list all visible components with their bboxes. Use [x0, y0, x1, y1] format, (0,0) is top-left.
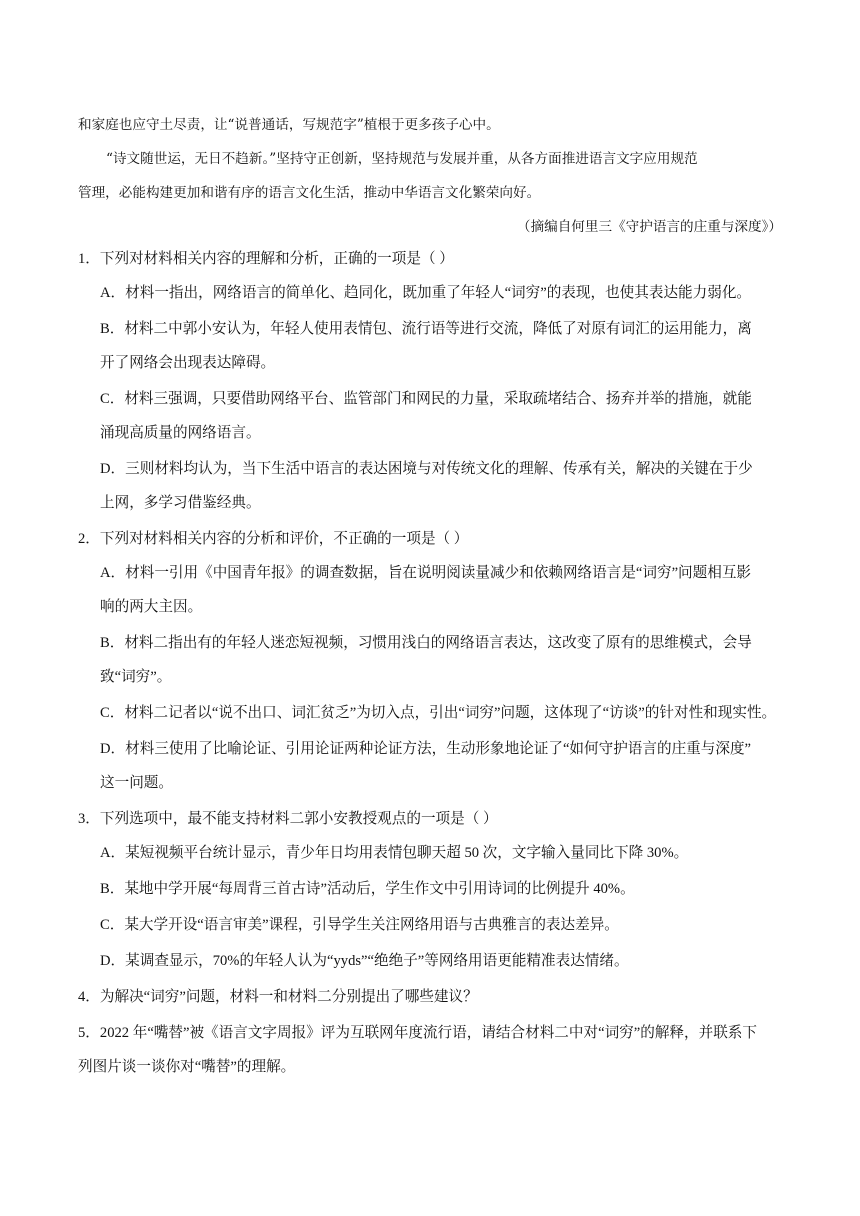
- passage-source: （摘编自何里三《守护语言的庄重与深度》）: [516, 219, 782, 235]
- option-text-continued: 上网，多学习借鉴经典。: [100, 495, 261, 511]
- option-text: C．某大学开设“语言审美”课程，引导学生关注网络用语与古典雅言的表达差异。: [100, 917, 619, 933]
- option-text: A．某短视频平台统计显示，青少年日均用表情包聊天超 50 次，文字输入量同比下降 30%。: [100, 845, 689, 861]
- option-text-continued: 涌现高质量的网络语言。: [100, 425, 261, 441]
- option-b: [78, 312, 788, 380]
- option-text: D．三则材料均认为，当下生活中语言的表达困境与对传统文化的理解、传承有关，解决的关键在于少: [100, 461, 753, 477]
- option-text-continued: 这一问题。: [100, 775, 173, 791]
- option-c: [78, 382, 788, 450]
- question-5: [78, 1016, 788, 1084]
- option-text-continued: 致“词穷”。: [100, 669, 172, 685]
- option-text: B．材料二中郭小安认为，年轻人使用表情包、流行语等进行交流，降低了对原有词汇的运用能力，离: [100, 321, 752, 337]
- option-a: [78, 276, 788, 310]
- option-a: [78, 836, 788, 870]
- option-text-continued: 开了网络会出现表达障碍。: [100, 355, 276, 371]
- question-stem: 2．下列对材料相关内容的分析和评价，不正确的一项是（ ）: [78, 531, 469, 547]
- passage-text: [78, 108, 782, 244]
- option-text: D．材料三使用了比喻论证、引用论证两种论证方法，生动形象地论证了“如何守护语言的庄重与深度”: [100, 741, 752, 757]
- passage-line: 管理，必能构建更加和谐有序的语言文化生活，推动中华语言文化繁荣向好。: [78, 185, 541, 201]
- question-2: [78, 522, 788, 800]
- question-stem-continued: 列图片谈一谈你对“嘴替”的理解。: [78, 1059, 296, 1075]
- option-text: D．某调查显示，70%的年轻人认为“yyds”“绝绝子”等网络用语更能精准表达情绪。: [100, 953, 629, 969]
- option-c: [78, 696, 788, 730]
- question-1: [78, 242, 788, 520]
- passage-line: “诗文随世运，无日不趋新。”坚持守正创新，坚持规范与发展并重，从各方面推进语言文字应用规范: [106, 151, 698, 167]
- option-text: C．材料二记者以“说不出口、词汇贫乏”为切入点，引出“词穷”问题，这体现了“访谈”的针对性和现实性。: [100, 705, 777, 721]
- question-stem: 1．下列对材料相关内容的理解和分析，正确的一项是（ ）: [78, 251, 454, 267]
- option-text: B．材料二指出有的年轻人迷恋短视频，习惯用浅白的网络语言表达，这改变了原有的思维模式，会导: [100, 635, 752, 651]
- option-a: [78, 556, 788, 624]
- option-c: [78, 908, 788, 942]
- passage-line: 和家庭也应守土尽责，让“说普通话，写规范字”植根于更多孩子心中。: [78, 117, 500, 133]
- option-text-continued: 响的两大主因。: [100, 599, 203, 615]
- option-text: B．某地中学开展“每周背三首古诗”活动后，学生作文中引用诗词的比例提升 40%。: [100, 881, 635, 897]
- option-b: [78, 872, 788, 906]
- option-d: [78, 732, 788, 800]
- option-text: C．材料三强调，只要借助网络平台、监管部门和网民的力量，采取疏堵结合、扬弃并举的措施，就能: [100, 391, 752, 407]
- question-4: [78, 980, 788, 1014]
- option-text: A．材料一引用《中国青年报》的调查数据，旨在说明阅读量减少和依赖网络语言是“词穷”问题相互影: [100, 565, 752, 581]
- option-b: [78, 626, 788, 694]
- option-text: A．材料一指出，网络语言的简单化、趋同化，既加重了年轻人“词穷”的表现，也使其表达能力弱化。: [100, 285, 752, 301]
- question-stem: 5．2022 年“嘴替”被《语言文字周报》评为互联网年度流行语，请结合材料二中对“词穷”的解释，并联系下: [78, 1025, 757, 1041]
- option-d: [78, 944, 788, 978]
- question-stem: 3．下列选项中，最不能支持材料二郭小安教授观点的一项是（ ）: [78, 811, 498, 827]
- question-stem: 4．为解决“词穷”问题，材料一和材料二分别提出了哪些建议？: [78, 989, 478, 1005]
- option-d: [78, 452, 788, 520]
- question-3: [78, 802, 788, 978]
- question-list: [78, 242, 788, 1086]
